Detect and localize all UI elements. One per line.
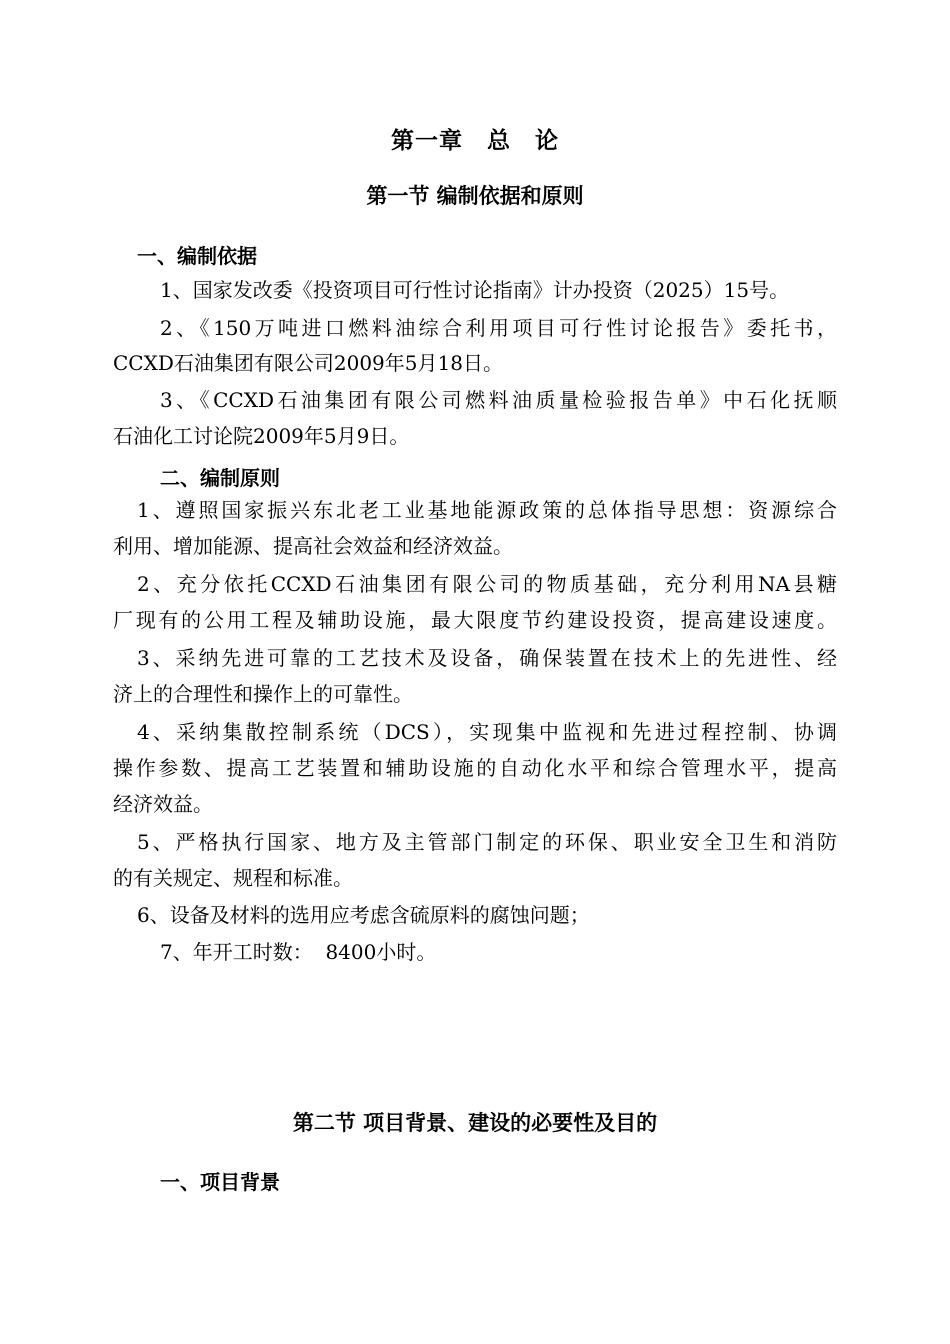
basis-item-2-line-2: CCXD石油集团有限公司2009年5月18日。 (113, 351, 503, 375)
principle-6-line-1: 6、设备及材料的选用应考虑含硫原料的腐蚀问题； (137, 903, 590, 927)
principle-4-line-1: 4、采纳集散控制系统（DCS），实现集中监视和先进过程控制、协调 (137, 720, 837, 744)
principle-5-line-2: 的有关规定、规程和标准。 (113, 866, 353, 890)
basis-item-1-line-1: 1、国家发改委《投资项目可行性讨论指南》计办投资（2025）15号。 (160, 278, 790, 302)
background-heading: 一、项目背景 (160, 1170, 280, 1194)
principle-7-line-1: 7、年开工时数： 8400小时。 (160, 940, 437, 964)
section-title-1: 第一节 编制依据和原则 (366, 183, 584, 208)
basis-item-2-line-1: 2、《150万吨进口燃料油综合利用项目可行性讨论报告》委托书， (160, 316, 837, 340)
principle-2-line-1: 2、充分依托CCXD石油集团有限公司的物质基础，充分利用NA县糖 (137, 572, 837, 596)
principle-3-line-2: 济上的合理性和操作上的可靠性。 (113, 682, 413, 706)
principle-3-line-1: 3、采纳先进可靠的工艺技术及设备，确保装置在技术上的先进性、经 (137, 646, 837, 670)
section-title-2: 第二节 项目背景、建设的必要性及目的 (292, 1110, 658, 1135)
principle-1-line-1: 1、遵照国家振兴东北老工业基地能源政策的总体指导思想：资源综合 (137, 498, 837, 522)
principle-4-line-2: 操作参数、提高工艺装置和辅助设施的自动化水平和综合管理水平，提高 (113, 756, 837, 780)
principle-2-line-2: 厂现有的公用工程及辅助设施，最大限度节约建设投资，提高建设速度。 (113, 608, 837, 632)
principle-5-line-1: 5、严格执行国家、地方及主管部门制定的环保、职业安全卫生和消防 (137, 830, 837, 854)
basis-heading: 一、编制依据 (137, 244, 257, 268)
principle-1-line-2: 利用、增加能源、提高社会效益和经济效益。 (113, 534, 513, 558)
chapter-title: 第一章 总 论 (391, 127, 559, 154)
principles-heading: 二、编制原则 (160, 466, 280, 490)
principle-4-line-3: 经济效益。 (113, 792, 213, 816)
basis-item-3-line-2: 石油化工讨论院2009年5月9日。 (113, 424, 410, 448)
basis-item-3-line-1: 3、《CCXD石油集团有限公司燃料油质量检验报告单》中石化抚顺 (160, 388, 837, 412)
